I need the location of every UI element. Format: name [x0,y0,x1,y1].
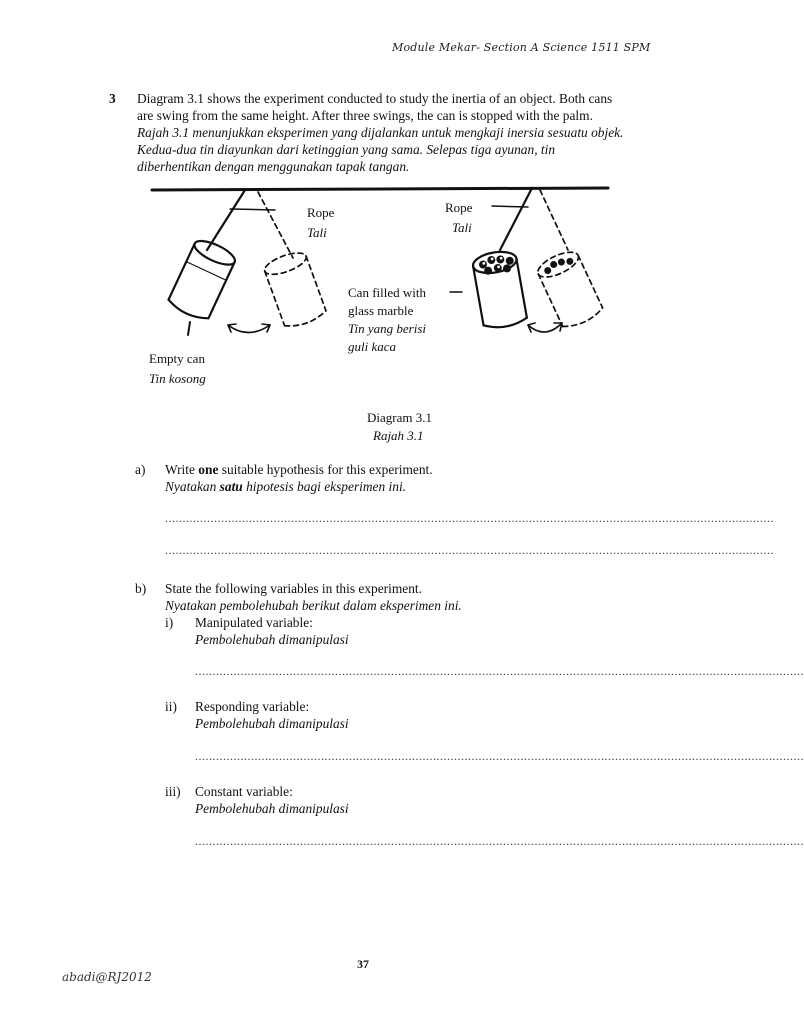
page-number: 37 [357,957,369,971]
item-iii-number: iii) [165,784,181,799]
author-footer: abadi@RJ2012 [62,970,152,984]
diagram-caption-ms: Rajah 3.1 [373,428,424,443]
empty-can-solid [166,190,275,335]
part-a-question-ms: Nyatakan satu hipotesis bagi eksperimen ini. [165,479,407,494]
module-header: Module Mekar- Section A Science 1511 SPM [392,41,651,54]
intro-ms-line-2: Kedua-dua tin diayunkan dari ketinggian yang sama. Selepas tiga ayunan, tin [137,142,556,157]
answer-line-a2[interactable]: .............................................................................................................................................................................. [165,543,774,557]
item-iii-text-ms: Pembolehubah dimanipulasi [195,801,349,816]
marble-can-label-ms-1: Tin yang berisi [348,321,427,336]
answer-line-b2[interactable]: .............................................................................................................................................................................. [195,749,804,763]
answer-line-a1[interactable]: .............................................................................................................................................................................. [165,511,774,525]
item-i-text-ms: Pembolehubah dimanipulasi [195,632,349,647]
intro-en-line-2: are swing from the same height. After three swings, the can is stopped with the palm. [137,108,593,123]
rope-right-label: Rope [445,200,473,215]
item-i-number: i) [165,615,174,630]
part-a-question: Write one suitable hypothesis for this experiment. [165,462,433,477]
rope-left-label-ms: Tali [307,225,327,240]
intro-ms-line-1: Rajah 3.1 menunjukkan eksperimen yang dijalankan untuk mengkaji inersia sesuatu objek. [137,125,624,140]
answer-line-b3[interactable]: .............................................................................................................................................................................. [195,834,804,848]
part-a-label: a) [135,462,146,477]
marble-can-dashed [534,190,604,331]
diagram-caption: Diagram 3.1 [367,410,432,425]
swing-arrow-left [228,325,270,333]
part-b-label: b) [135,581,147,596]
item-iii-text: Constant variable: [195,784,293,799]
part-b-question-ms: Nyatakan pembolehubah berikut dalam eksperimen ini. [165,598,462,613]
rope-right-label-ms: Tali [452,220,472,235]
item-ii-text-ms: Pembolehubah dimanipulasi [195,716,349,731]
empty-can-label: Empty can [149,351,205,366]
marble-can-label-1: Can filled with [348,285,426,300]
item-ii-number: ii) [165,699,177,714]
item-ii-text: Responding variable: [195,699,310,714]
part-b-question: State the following variables in this experiment. [165,581,422,596]
marble-can-label-2: glass marble [348,303,414,318]
answer-line-b1[interactable]: .............................................................................................................................................................................. [195,664,804,678]
marble-can-label-ms-2: guli kaca [348,339,397,354]
intro-en-line-1: Diagram 3.1 shows the experiment conducted to study the inertia of an object. Both cans [137,91,613,106]
question-number: 3 [109,91,116,106]
item-i-text: Manipulated variable: [195,615,313,630]
empty-can-label-ms: Tin kosong [149,371,206,386]
intro-ms-line-3: diberhentikan dengan menggunakan tapak tangan. [137,159,410,174]
rope-left-label: Rope [307,205,335,220]
